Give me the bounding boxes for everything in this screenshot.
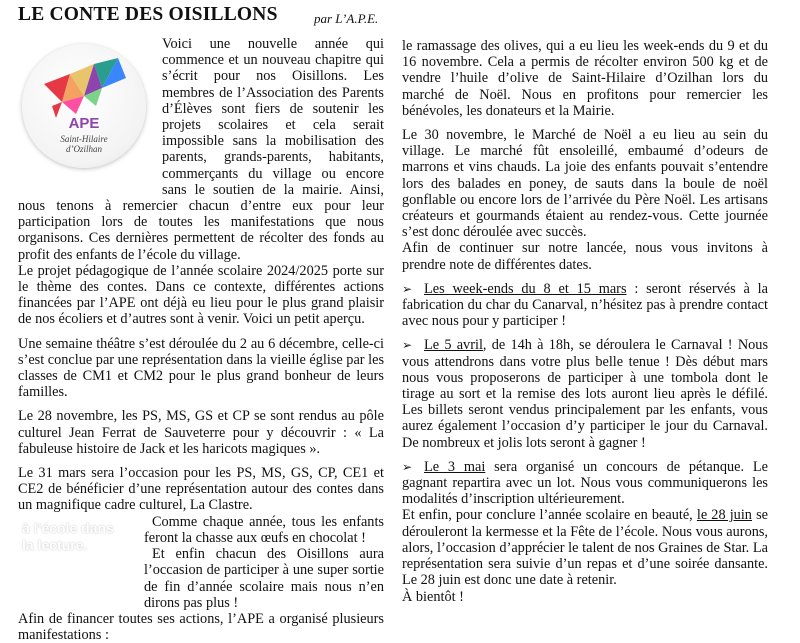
closing-line: À bientôt ! — [402, 588, 464, 605]
ghost-image-caption — [18, 514, 138, 604]
bullet-weekends-date: Les week-ends du 8 et 15 mars — [424, 280, 627, 297]
dates-intro-paragraph: Afin de continuer sur notre lancée, nous vous invitons à prendre note de différentes dates. — [402, 240, 768, 273]
school-trip-paragraph: Et enfin chacun des Oisillons aura l’occasion de participer à une super sortie de fin d’année scolaire mais nous n’en dirons pas plus ! — [144, 546, 384, 611]
egg-hunt-paragraph: Comme chaque année, tous les enfants feront la chasse aux œufs en chocolat ! — [144, 513, 384, 546]
bullet-carnaval — [402, 337, 768, 450]
ape-logo — [18, 38, 156, 186]
kermesse-text-pre: Et enfin, pour conclure l’année scolaire en beauté, — [402, 507, 697, 524]
right-column — [402, 38, 768, 605]
bullet-weekends — [402, 281, 768, 330]
arrow-bullet-icon: ➢ — [402, 459, 413, 474]
bullet-weekends-text: : seront réservés à la fabrication du char du Canarval, n’hésitez pas à prendre contact avec nous pour y participer ! — [402, 280, 768, 330]
arrow-bullet-icon: ➢ — [402, 338, 413, 353]
arrow-bullet-icon: ➢ — [402, 281, 413, 296]
kermesse-text-rest: se dérouleront la kermesse et la Fête de l’école. Nous vous aurons, alors, l’occasion d’apprécier le talent de nos Graines de Star. La représentation sera suivie d’un repas et d’une soirée dansante. Le 28 juin est donc une date à retenir. — [402, 507, 768, 589]
bullet-petanque — [402, 459, 768, 508]
bird-icon — [22, 44, 146, 168]
theatre-paragraph: Une semaine théâtre s’est déroulée du 2 au 6 décembre, celle-ci s’est conclue par une représentation dans la vieille église par les classes de CM1 et CM2 pour le plus grand bonheur de leurs familles. — [18, 335, 385, 401]
logo-ape-text: APE — [68, 115, 100, 132]
bullet-carnaval-text: , de 14h à 18h, se déroulera le Carnaval ! Nous vous attendrons dans votre plus belle tenue ! Dès début mars nous vous proposerons de participer à une tombola dont le tirage au sort et la remise des lots auront lieu après le défilé. Les billets seront vendus principalement par les enfants, vous aurez également l’occasion d’y participer le jour du Carnaval. De nombreux et jolis lots seront à gagner ! — [402, 337, 769, 451]
bullet-carnaval-date: Le 5 avril — [424, 337, 483, 354]
pole-culturel-paragraph: Le 28 novembre, les PS, MS, GS et CP se sont rendus au pôle culturel Jean Ferrat de Sauveterre pour y découvrir : « La fabuleuse histoire de Jack et les haricots magiques ». — [18, 408, 384, 457]
logo-sub-text-1: Saint-Hilaire — [60, 134, 108, 144]
funding-paragraph: Afin de financer toutes ses actions, l’APE a organisé plusieurs manifestations : — [18, 610, 384, 643]
kermesse-paragraph — [402, 507, 768, 588]
clastre-paragraph: Le 31 mars sera l’occasion pour les PS, MS, GS, CP, CE1 et CE2 de bénéficier d’une représentation autour des contes dans un magnifique cadre culturel, La Clastre. — [18, 465, 384, 514]
bullet-petanque-text: sera organisé un concours de pétanque. Le gagnant repartira avec un lot. Nous vous communiquerons les modalités d’inscription ultérieurement. — [402, 458, 768, 508]
project-paragraph: Le projet pédagogique de l’année scolaire 2024/2025 porte sur le thème des contes. Dans ce contexte, différentes actions financées par l’APE ont déjà eu lieu pour le plus grand plaisir de nos écoliers et d’autres sont à venir. Voici un petit aperçu. — [18, 262, 384, 328]
intro-paragraph: Voici une nouvelle année qui commence et un nouveau chapitre qui s’écrit pour nos Oisillons. Les membres de l’Association des Parents d’Élèves sont fiers de soutenir les projets scolaires et cela serait impossible sans la mobilisation des parents, grands-parents, habitants, commerçants du village ou encore sans le soutien de la mairie. Ainsi, nous tenons à remercier chacun d’entre eux pour leur participation lors de toutes les manifestations que nous organisons. Ces dernières permettent de récolter des fonds au profit des enfants de l’école du village. — [18, 36, 384, 263]
ape-logo-badge — [22, 44, 146, 168]
article-title: LE CONTE DES OISILLONS — [18, 4, 278, 25]
ghost-caption-line-2: la lecture. — [22, 536, 88, 553]
bullet-petanque-date: Le 3 mai — [424, 458, 486, 475]
olives-paragraph: le ramassage des olives, qui a eu lieu les week-ends du 9 et du 16 novembre. Cela a permis de récolter environ 500 kg et de vendre l’huile d’olive de Saint-Hilaire d’Ozilhan lors du marché de Noël. Nous en profitons pour remercier les bénévoles, les donateurs et la Mairie. — [402, 38, 768, 119]
ghost-caption-line-1: à l’école dans — [22, 519, 114, 536]
article-byline: par L’A.P.E. — [314, 11, 379, 26]
logo-sub-text-2: d’Ozilhan — [66, 144, 102, 154]
christmas-market-paragraph: Le 30 novembre, le Marché de Noël a eu lieu au sein du village. Le marché fût ensoleillé, embaumé d’odeurs de marrons et vins chauds. La joie des enfants pouvait s’entendre lors des balades en poney, de sauts dans la boule de noël gonflable ou encore lors de l’arrivée du Père Noël. Les artisans créateurs et gourmands étaient au rendez-vous. Cette journée s’est donc déroulée avec succès. — [402, 127, 768, 241]
left-column — [18, 36, 384, 643]
kermesse-date: le 28 juin — [696, 507, 752, 524]
